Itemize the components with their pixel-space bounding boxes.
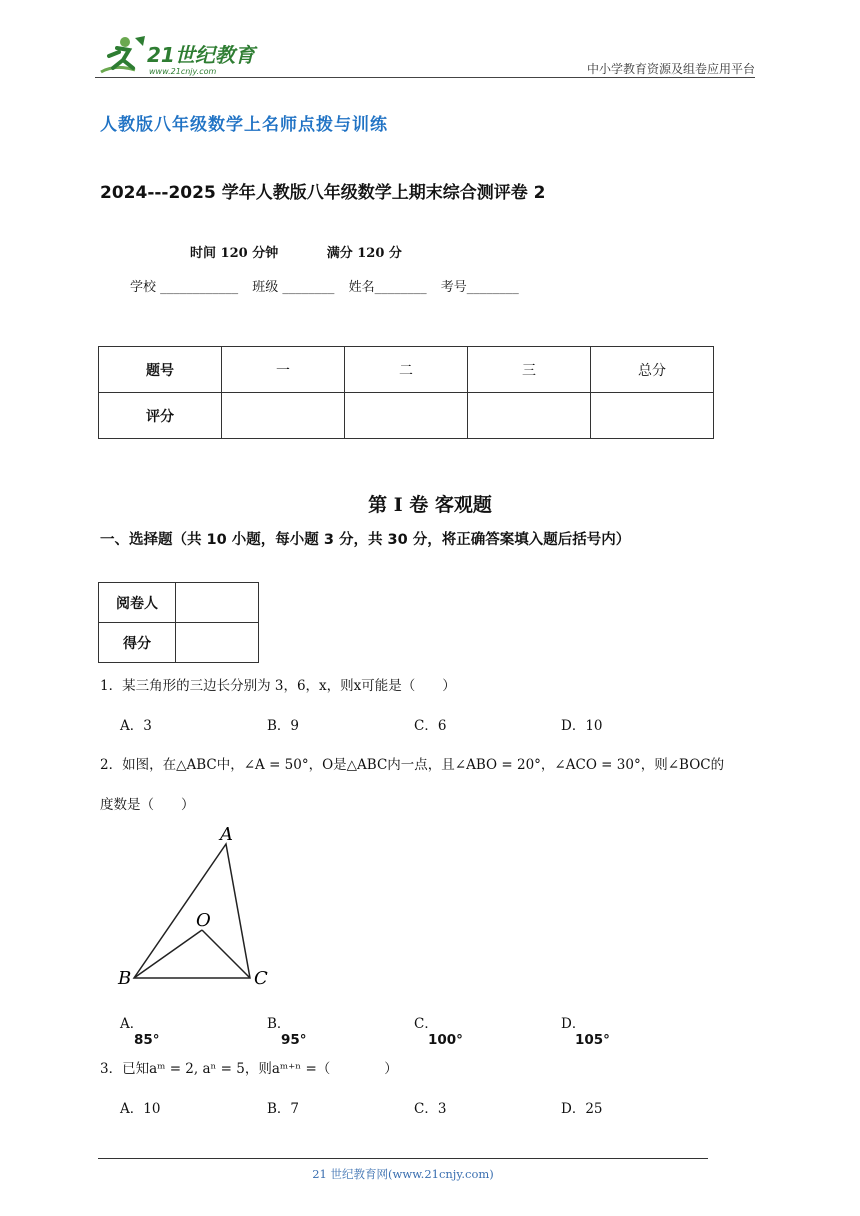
school-field[interactable]: 学校 ____________: [130, 280, 239, 295]
option-letter: A．: [120, 1016, 144, 1032]
reviewer-label: 阅卷人: [99, 583, 176, 623]
segment-bo: [134, 930, 202, 978]
table-cell: 二: [345, 347, 468, 393]
series-title: 人教版八年级数学上名师点拨与训练: [100, 115, 388, 135]
footer-link[interactable]: 21 世纪教育网(www.21cnjy.com): [312, 1167, 494, 1181]
logo-text: 21世纪教育: [147, 43, 255, 67]
option-letter: C．: [414, 1016, 438, 1032]
student-info: [130, 276, 529, 295]
class-field[interactable]: 班级 ________: [252, 280, 335, 295]
score-cell[interactable]: [176, 623, 259, 663]
site-logo: [95, 34, 270, 78]
label-o: O: [196, 910, 211, 931]
option-letter: D．: [561, 1016, 586, 1032]
table-cell[interactable]: [591, 393, 714, 439]
header-divider: [95, 77, 755, 78]
question-2-stem-cont: 度数是（ ）: [100, 797, 195, 813]
question-3-options: [120, 1097, 708, 1117]
label-c: C: [254, 968, 268, 989]
option-value: 100°: [428, 1032, 463, 1048]
option-c[interactable]: C．6: [414, 718, 447, 734]
platform-name: 中小学教育资源及组卷应用平台: [586, 62, 755, 76]
grader-table: [98, 582, 259, 663]
section-title: 第 I 卷 客观题: [368, 494, 492, 516]
table-cell[interactable]: [468, 393, 591, 439]
score-table: [98, 346, 714, 439]
table-cell: 评分: [99, 393, 222, 439]
table-row: [99, 583, 259, 623]
option-c[interactable]: C．3: [414, 1101, 447, 1117]
time-limit: 时间 120 分钟: [190, 246, 279, 261]
table-row: [99, 623, 259, 663]
option-d[interactable]: D．25: [561, 1101, 603, 1117]
question-1-stem: 1．某三角形的三边长分别为 3，6，x，则x可能是（ ）: [100, 678, 456, 694]
option-c[interactable]: [414, 1012, 561, 1048]
option-a[interactable]: [120, 1012, 267, 1048]
table-cell: 题号: [99, 347, 222, 393]
option-a[interactable]: A．10: [120, 1101, 161, 1117]
option-value: 85°: [134, 1032, 160, 1048]
score-label: 得分: [99, 623, 176, 663]
table-cell[interactable]: [222, 393, 345, 439]
option-b[interactable]: B．9: [267, 718, 300, 734]
name-field[interactable]: 姓名________: [348, 280, 427, 295]
exam-no-field[interactable]: 考号________: [440, 280, 519, 295]
logo-url: www.21cnjy.com: [149, 67, 217, 76]
footer-divider: [98, 1158, 708, 1159]
label-b: B: [118, 968, 132, 989]
full-score: 满分 120 分: [326, 246, 402, 261]
question-3-stem: 3．已知aᵐ = 2, aⁿ = 5，则aᵐ⁺ⁿ =（ ）: [100, 1061, 398, 1077]
option-b[interactable]: [267, 1012, 414, 1048]
time-info: [190, 242, 446, 261]
option-d[interactable]: [561, 1012, 708, 1048]
reviewer-cell[interactable]: [176, 583, 259, 623]
table-cell: 一: [222, 347, 345, 393]
question-2-options: [120, 1012, 708, 1048]
table-cell[interactable]: [345, 393, 468, 439]
triangle-abc: [134, 844, 250, 978]
option-value: 105°: [575, 1032, 610, 1048]
part-title: 一、选择题（共 10 小题，每小题 3 分，共 30 分，将正确答案填入题后括号内）: [100, 532, 631, 548]
table-row: [99, 393, 714, 439]
option-value: 95°: [281, 1032, 307, 1048]
exam-title: 2024---2025 学年人教版八年级数学上期末综合测评卷 2: [100, 183, 546, 203]
table-cell: 总分: [591, 347, 714, 393]
runner-logo-icon: [101, 36, 145, 72]
table-row: [99, 347, 714, 393]
question-1-options: [120, 714, 708, 734]
label-a: A: [220, 824, 233, 845]
option-letter: B．: [267, 1016, 291, 1032]
option-b[interactable]: B．7: [267, 1101, 300, 1117]
triangle-figure: [110, 820, 280, 995]
table-cell: 三: [468, 347, 591, 393]
question-2-stem: 2．如图，在△ABC中，∠A = 50°，O是△ABC内一点，且∠ABO = 20°，∠ACO = 30°，则∠BOC的: [100, 757, 725, 773]
option-d[interactable]: D．10: [561, 718, 603, 734]
option-a[interactable]: A．3: [120, 718, 152, 734]
